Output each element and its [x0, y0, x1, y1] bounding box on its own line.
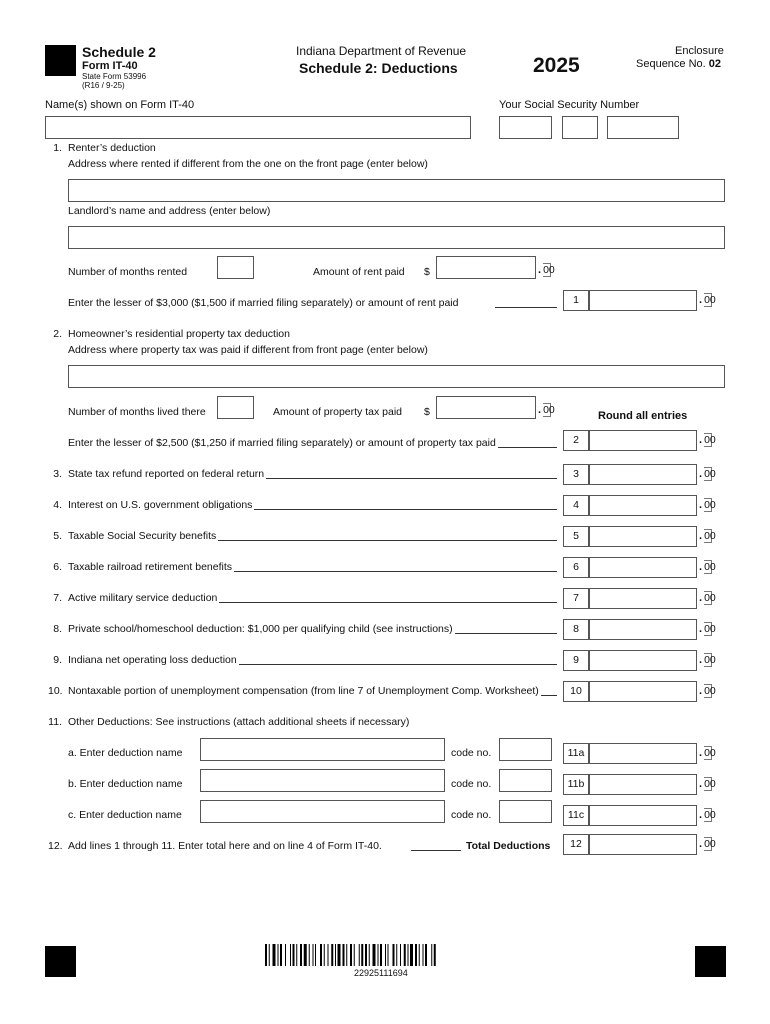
- line11a-cents: . 00: [699, 747, 716, 759]
- line2-tax-cents: . 00: [538, 404, 555, 416]
- line12-leader: [411, 840, 461, 851]
- line11a-deduction-name-field[interactable]: [200, 738, 445, 761]
- line11a-amount-field[interactable]: [589, 743, 697, 764]
- page-title: Schedule 2: Deductions: [299, 60, 458, 76]
- line2-tax-label: Amount of property tax paid: [273, 406, 402, 418]
- line4-number: 4.: [53, 499, 62, 511]
- line4-cents: . 00: [699, 499, 716, 511]
- names-field[interactable]: [45, 116, 471, 139]
- ssn-field-part1[interactable]: [499, 116, 552, 139]
- line11a-label: a. Enter deduction name: [68, 747, 183, 759]
- line10-number: 10.: [48, 685, 63, 697]
- line11b-amount-field[interactable]: [589, 774, 697, 795]
- sequence-number: 02: [708, 58, 722, 70]
- total-deductions-label: Total Deductions: [466, 840, 551, 852]
- line8-number: 8.: [53, 623, 62, 635]
- line11a-line-box: 11a: [563, 743, 589, 764]
- line10-leader: [541, 685, 557, 696]
- line7-amount-field[interactable]: [589, 588, 697, 609]
- line6-cents: . 00: [699, 561, 716, 573]
- line4-amount-field[interactable]: [589, 495, 697, 516]
- line1-leader: [495, 297, 557, 308]
- line2-dollar-sign: $: [424, 406, 430, 418]
- line2-address-label: Address where property tax was paid if different from front page (enter below): [68, 344, 428, 356]
- line2-cents: . 00: [699, 434, 716, 446]
- line11c-line-box: 11c: [563, 805, 589, 826]
- registration-mark-bottom-right: [695, 946, 726, 977]
- line6-line-box: 6: [563, 557, 589, 578]
- line4-label: Interest on U.S. government obligations: [68, 499, 253, 511]
- line1-landlord-label: Landlord’s name and address (enter below): [68, 205, 271, 217]
- line2-amount-field[interactable]: [589, 430, 697, 451]
- line1-title: Renter’s deduction: [68, 142, 156, 154]
- ssn-label: Your Social Security Number: [499, 99, 640, 111]
- line11c-code-field[interactable]: [499, 800, 552, 823]
- schedule-label: Schedule 2: [82, 44, 156, 60]
- line11c-amount-field[interactable]: [589, 805, 697, 826]
- line1-rent-cents: . 00: [538, 264, 555, 276]
- line11b-cents: . 00: [699, 778, 716, 790]
- line7-cents: . 00: [699, 592, 716, 604]
- enclosure-label: Enclosure: [675, 45, 724, 57]
- round-entries-note: Round all entries: [598, 410, 688, 422]
- line3-number: 3.: [53, 468, 62, 480]
- line9-line-box: 9: [563, 650, 589, 671]
- line6-amount-field[interactable]: [589, 557, 697, 578]
- line2-title: Homeowner’s residential property tax deduction: [68, 328, 290, 340]
- line1-landlord-field[interactable]: [68, 226, 725, 249]
- line11-title: Other Deductions: See instructions (attach additional sheets if necessary): [68, 716, 410, 728]
- line11c-label: c. Enter deduction name: [68, 809, 182, 821]
- line10-label: Nontaxable portion of unemployment compensation (from line 7 of Unemployment Comp. Worksheet): [68, 685, 539, 697]
- tax-year: 2025: [533, 54, 580, 77]
- line2-address-field[interactable]: [68, 365, 725, 388]
- line11b-code-field[interactable]: [499, 769, 552, 792]
- barcode: [265, 944, 505, 966]
- registration-mark-bottom-left: [45, 946, 76, 977]
- line9-number: 9.: [53, 654, 62, 666]
- line1-rental-address-field[interactable]: [68, 179, 725, 202]
- revision-label: (R16 / 9-25): [82, 81, 125, 90]
- names-label: Name(s) shown on Form IT-40: [45, 99, 195, 111]
- sequence-label: [636, 58, 721, 70]
- line7-leader: [219, 592, 557, 603]
- line6-number: 6.: [53, 561, 62, 573]
- line11b-line-box: 11b: [563, 774, 589, 795]
- sequence-text: Sequence No.: [636, 58, 706, 70]
- registration-mark-top-left: [45, 45, 76, 76]
- line1-months-label: Number of months rented: [68, 266, 188, 278]
- line6-leader: [234, 561, 557, 572]
- line10-line-box: 10: [563, 681, 589, 702]
- line2-number: 2.: [53, 328, 62, 340]
- line7-label: Active military service deduction: [68, 592, 218, 604]
- line2-months-field[interactable]: [217, 396, 254, 419]
- line5-number: 5.: [53, 530, 62, 542]
- line2-leader: [498, 437, 557, 448]
- line8-line-box: 8: [563, 619, 589, 640]
- line1-address-label: Address where rented if different from the one on the front page (enter below): [68, 158, 428, 170]
- barcode-number: 22925111694: [354, 968, 408, 978]
- line11b-code-label: code no.: [451, 778, 492, 790]
- line10-cents: . 00: [699, 685, 716, 697]
- line1-dollar-sign: $: [424, 266, 430, 278]
- line5-leader: [218, 530, 557, 541]
- line5-amount-field[interactable]: [589, 526, 697, 547]
- line2-tax-field[interactable]: [436, 396, 536, 419]
- line8-leader: [455, 623, 557, 634]
- line2-line-box: 2: [563, 430, 589, 451]
- line1-line-box: 1: [563, 290, 589, 311]
- line5-label: Taxable Social Security benefits: [68, 530, 217, 542]
- line12-label: Add lines 1 through 11. Enter total here and on line 4 of Form IT-40.: [68, 840, 382, 852]
- line3-amount-field[interactable]: [589, 464, 697, 485]
- line1-months-field[interactable]: [217, 256, 254, 279]
- line3-line-box: 3: [563, 464, 589, 485]
- line7-number: 7.: [53, 592, 62, 604]
- line11c-cents: . 00: [699, 809, 716, 821]
- line9-amount-field[interactable]: [589, 650, 697, 671]
- line11b-deduction-name-field[interactable]: [200, 769, 445, 792]
- line12-line-box: 12: [563, 834, 589, 855]
- line1-amount-field[interactable]: [589, 290, 697, 311]
- line12-number: 12.: [48, 840, 63, 852]
- line12-amount-field[interactable]: [589, 834, 697, 855]
- line3-label: State tax refund reported on federal return: [68, 468, 265, 480]
- line4-line-box: 4: [563, 495, 589, 516]
- ssn-field-part3[interactable]: [607, 116, 679, 139]
- line11c-deduction-name-field[interactable]: [200, 800, 445, 823]
- line8-label: Private school/homeschool deduction: $1,000 per qualifying child (see instructions): [68, 623, 453, 635]
- line1-lesser-label: Enter the lesser of $3,000 ($1,500 if married filing separately) or amount of rent paid: [68, 297, 459, 309]
- line1-number: 1.: [53, 142, 62, 154]
- line1-rent-field[interactable]: [436, 256, 536, 279]
- line8-amount-field[interactable]: [589, 619, 697, 640]
- line4-leader: [254, 499, 557, 510]
- line3-leader: [266, 468, 557, 479]
- line1-cents: . 00: [699, 294, 716, 306]
- line1-rent-label: Amount of rent paid: [313, 266, 405, 278]
- line2-months-label: Number of months lived there: [68, 406, 206, 418]
- line11a-code-field[interactable]: [499, 738, 552, 761]
- line10-amount-field[interactable]: [589, 681, 697, 702]
- line2-lesser-label: Enter the lesser of $2,500 ($1,250 if married filing separately) or amount of property tax paid: [68, 437, 496, 449]
- line12-cents: . 00: [699, 838, 716, 850]
- form-label: Form IT-40: [82, 60, 138, 72]
- line11a-code-label: code no.: [451, 747, 492, 759]
- line3-cents: . 00: [699, 468, 716, 480]
- line5-cents: . 00: [699, 530, 716, 542]
- line9-leader: [239, 654, 557, 665]
- line7-line-box: 7: [563, 588, 589, 609]
- line11b-label: b. Enter deduction name: [68, 778, 183, 790]
- state-form-label: State Form 53996: [82, 72, 147, 81]
- line5-line-box: 5: [563, 526, 589, 547]
- ssn-field-part2[interactable]: [562, 116, 598, 139]
- line11c-code-label: code no.: [451, 809, 492, 821]
- line9-cents: . 00: [699, 654, 716, 666]
- line8-cents: . 00: [699, 623, 716, 635]
- line6-label: Taxable railroad retirement benefits: [68, 561, 233, 573]
- agency-name: Indiana Department of Revenue: [296, 44, 467, 58]
- line9-label: Indiana net operating loss deduction: [68, 654, 237, 666]
- line11-number: 11.: [48, 716, 62, 728]
